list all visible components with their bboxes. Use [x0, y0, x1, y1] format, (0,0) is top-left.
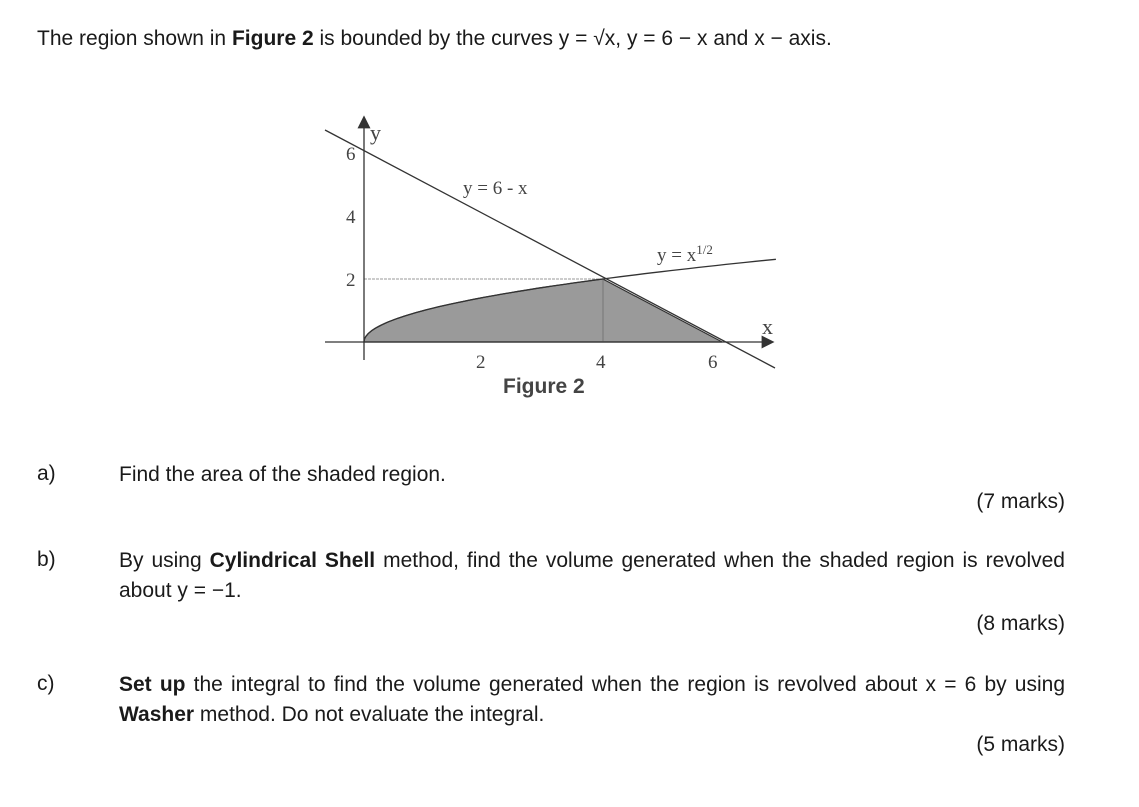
y-axis-label: y [370, 120, 381, 145]
curve-line-equation: y = 6 − x [626, 27, 708, 50]
x-tick-2: 2 [476, 352, 486, 373]
curve-sqrt-equation: y = √x [558, 27, 616, 50]
curve-label: $y = x^{1/2}$ [657, 242, 713, 266]
x-tick-6: 6 [708, 352, 718, 373]
y-tick-2: 2 [346, 270, 356, 291]
figure-caption: Figure 2 [503, 375, 585, 398]
line-label: y = 6 - x [463, 178, 528, 199]
question-text-part: By using [119, 549, 210, 572]
question-text-part: Set up [119, 673, 186, 696]
intro-suffix: and x − axis. [713, 27, 832, 50]
question-text-part: Cylindrical Shell [209, 549, 376, 572]
question-text [119, 546, 1065, 606]
y-tick-4: 4 [346, 207, 356, 228]
question-label: b) [37, 548, 56, 571]
x-tick-4: 4 [596, 352, 606, 373]
question-text-part: method. Do not evaluate the integral. [194, 703, 545, 726]
shaded-region [364, 279, 722, 342]
figure-reference: Figure 2 [231, 27, 314, 50]
question-marks: (5 marks) [976, 733, 1065, 756]
figure-2-graph [310, 110, 800, 410]
question-text [119, 670, 1065, 730]
question-label: a) [37, 462, 56, 485]
intro-text: is bounded by the curves [313, 27, 559, 50]
question-label: c) [37, 672, 55, 695]
question-marks: (7 marks) [976, 490, 1065, 513]
question-text-part: the integral to find the volume generated when the region is revolved about x = 6 by using [185, 673, 1065, 696]
intro-text: The region shown in [37, 27, 232, 50]
question-text-part: Washer [119, 703, 195, 726]
y-tick-6: 6 [346, 144, 356, 165]
question-text-part: method, find the volume generated when the shaded region is revolved about y = −1. [119, 549, 1065, 602]
question-text-part: Find the area of the shaded region. [119, 463, 446, 486]
question-text [119, 460, 1065, 490]
x-axis-label: x [762, 314, 773, 339]
problem-intro: The region shown in Figure 2 is bounded by the curves y = √x, y = 6 − x and x − axis. [37, 27, 832, 50]
question-marks: (8 marks) [976, 612, 1065, 635]
